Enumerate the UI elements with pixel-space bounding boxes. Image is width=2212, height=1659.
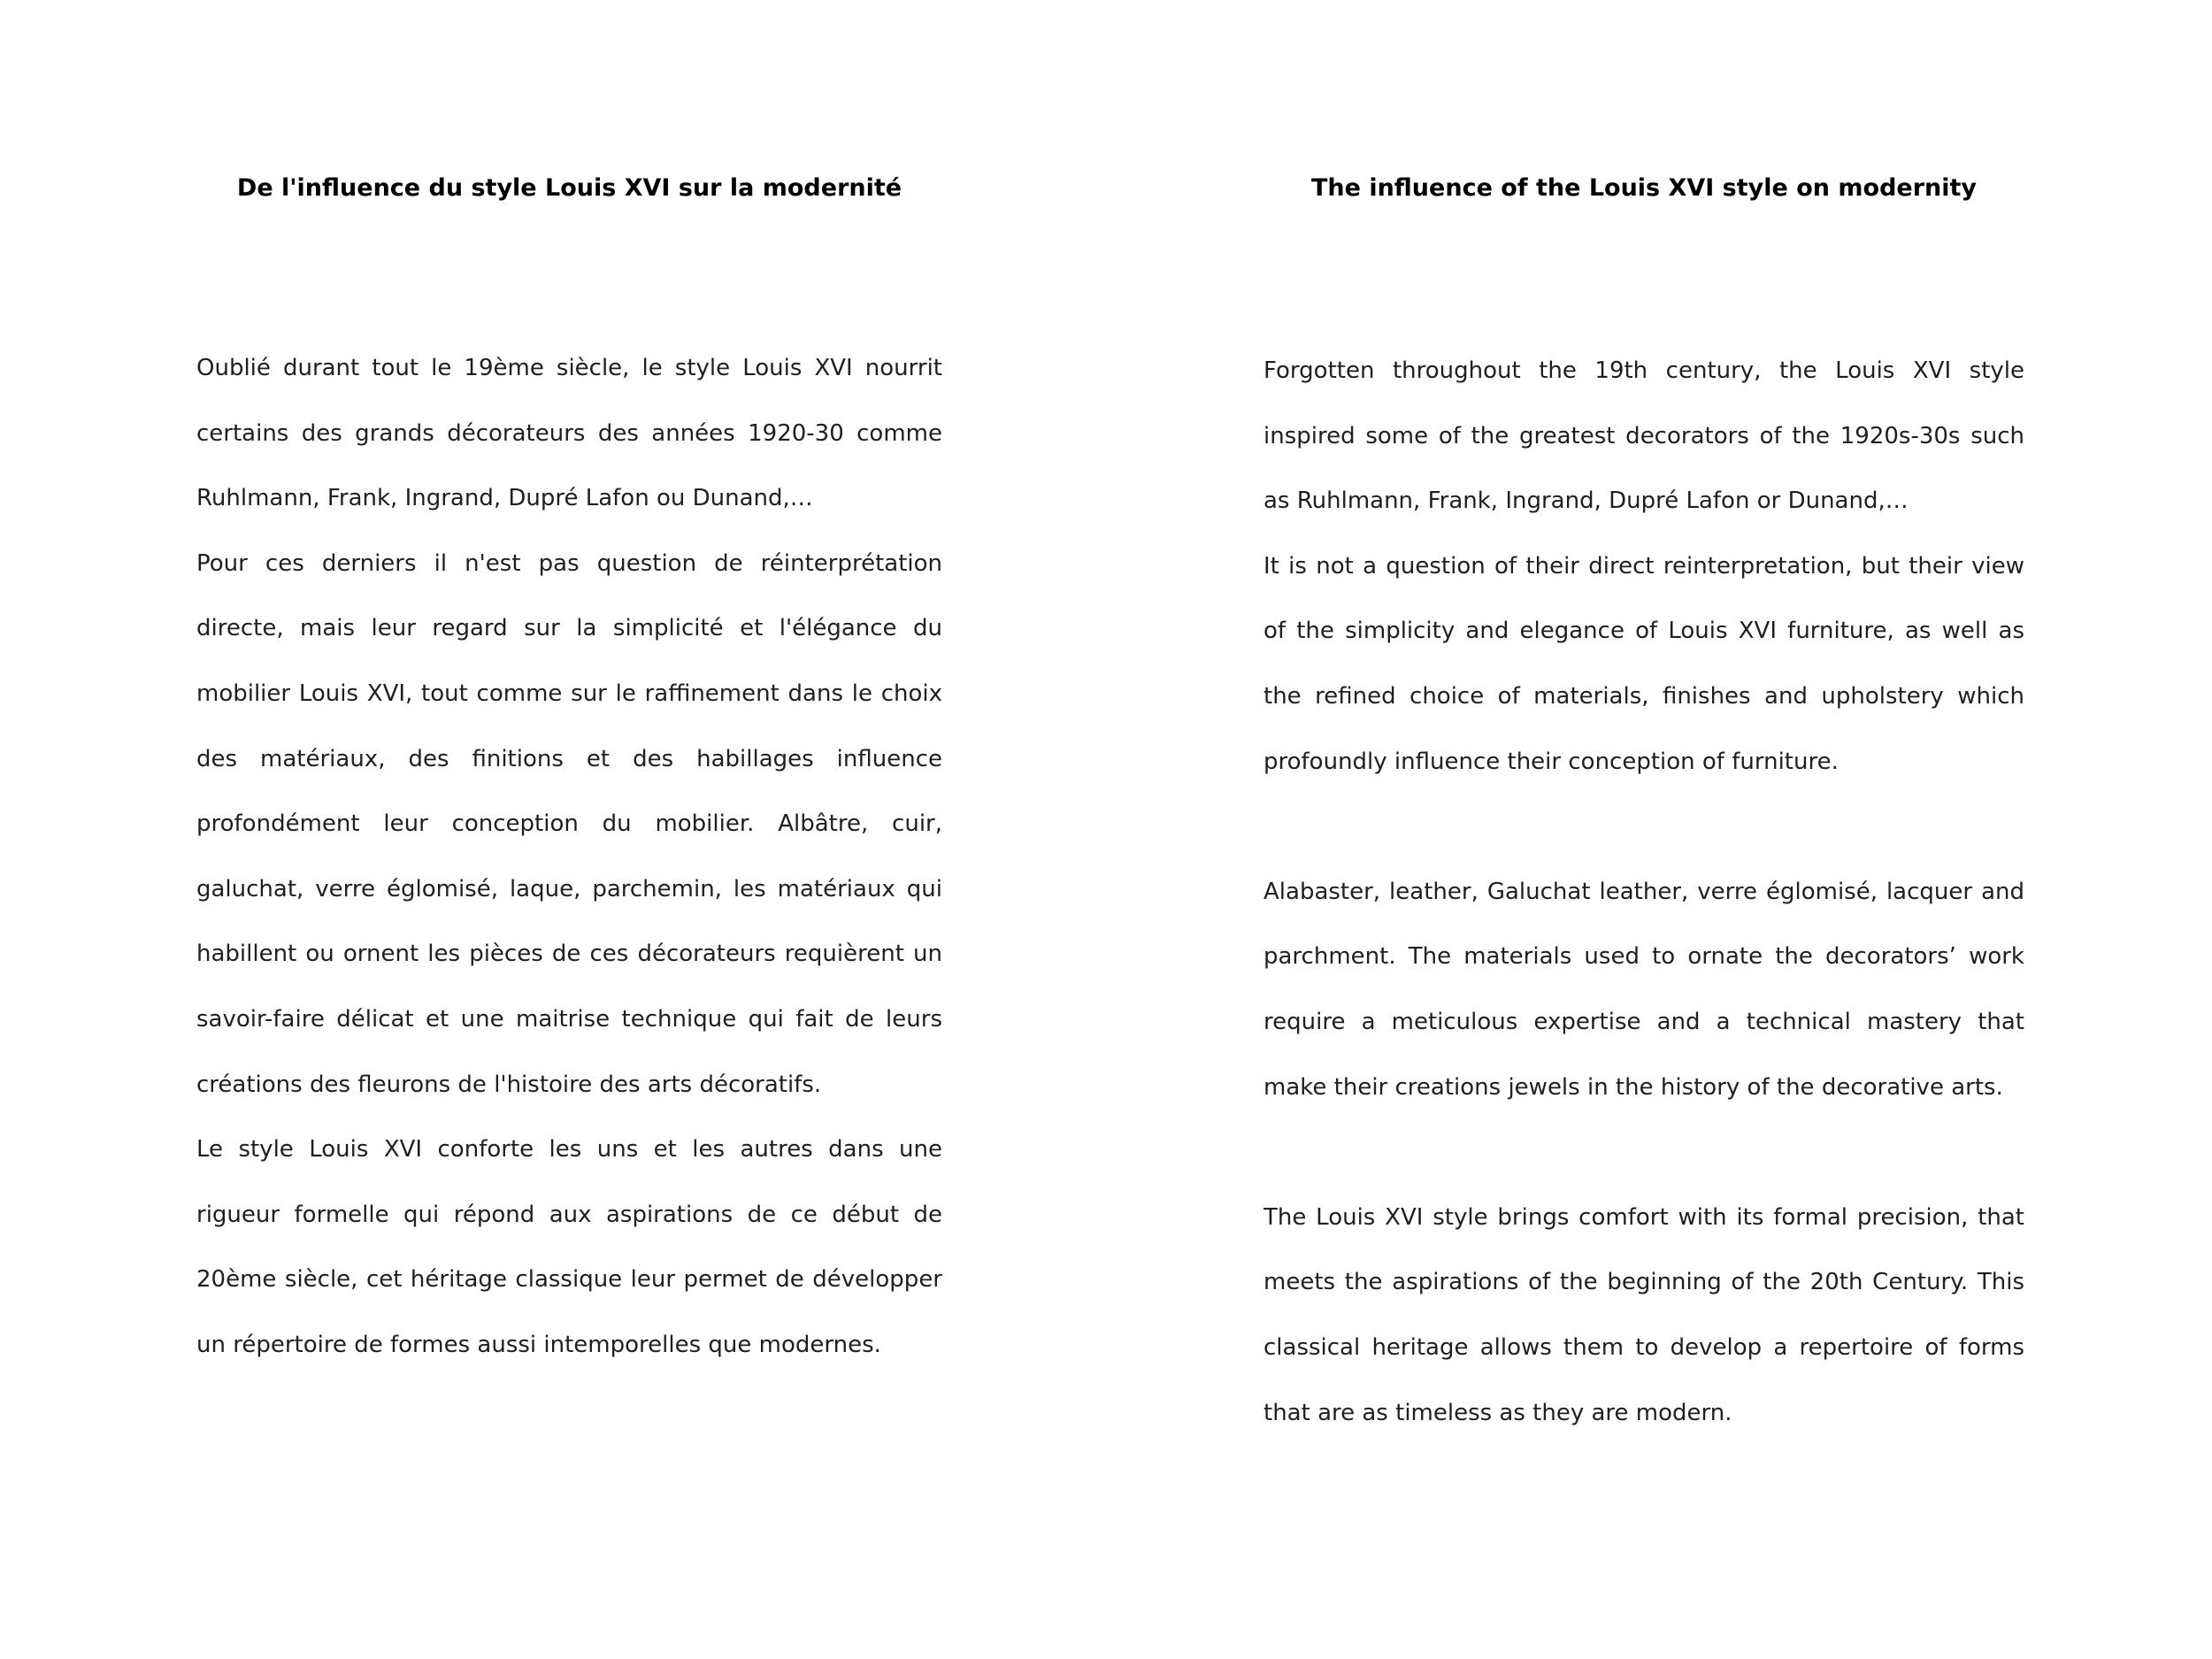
english-paragraph-4: The Louis XVI style brings comfort with its formal precision, that meets the aspirations of the beginning of the 20th Century. This classical heritage allows them to develop a repertoire of forms that are as timeless as they are modern. xyxy=(1263,1203,2024,1426)
english-paragraph-3: Alabaster, leather, Galuchat leather, verre églomisé, lacquer and parchment. The materials used to ornate the decorators’ work require a meticulous expertise and a technical mastery that make their creations jewels in the history of the decorative arts. xyxy=(1263,878,2024,1101)
english-paragraph-2: It is not a question of their direct reinterpretation, but their view of the simplicity and elegance of Louis XVI furniture, as well as the refined choice of materials, finishes and upholstery which profoundly influence their conception of furniture. xyxy=(1263,552,2024,775)
french-paragraph-1: Oublié durant tout le 19ème siècle, le style Louis XVI nourrit certains des grands décorateurs des années 1920-30 comme Ruhlmann, Frank, Ingrand, Dupré Lafon ou Dunand,… xyxy=(196,355,942,512)
english-paragraph-1: Forgotten throughout the 19th century, the Louis XVI style inspired some of the greatest decorators of the 1920s-30s such as Ruhlmann, Frank, Ingrand, Dupré Lafon or Dunand,… xyxy=(1263,357,2024,515)
french-title: De l'influence du style Louis XVI sur la modernité xyxy=(236,174,902,202)
french-paragraph-3: Le style Louis XVI conforte les uns et les autres dans une rigueur formelle qui répond aux aspirations de ce début de 20ème siècle, cet héritage classique leur permet de développer un répertoire de formes aussi intemporelles que modernes. xyxy=(196,1136,942,1358)
english-title: The influence of the Louis XVI style on modernity xyxy=(1310,174,1978,202)
french-paragraph-2: Pour ces derniers il n'est pas question de réinterprétation directe, mais leur regard sur la simplicité et l'élégance du mobilier Louis XVI, tout comme sur le raffinement dans le choix des matériaux, des finitions et des habillages influence profondément leur conception du mobilier. Albâtre, cuir, galuchat, verre églomisé, laque, parchemin, les matériaux qui habillent ou ornent les pièces de ces décorateurs requièrent un savoir-faire délicat et une maitrise technique qui fait de leurs créations des fleurons de l'histoire des arts décoratifs. xyxy=(196,549,942,1098)
english-body xyxy=(1263,339,2024,1446)
french-body xyxy=(196,336,942,1379)
